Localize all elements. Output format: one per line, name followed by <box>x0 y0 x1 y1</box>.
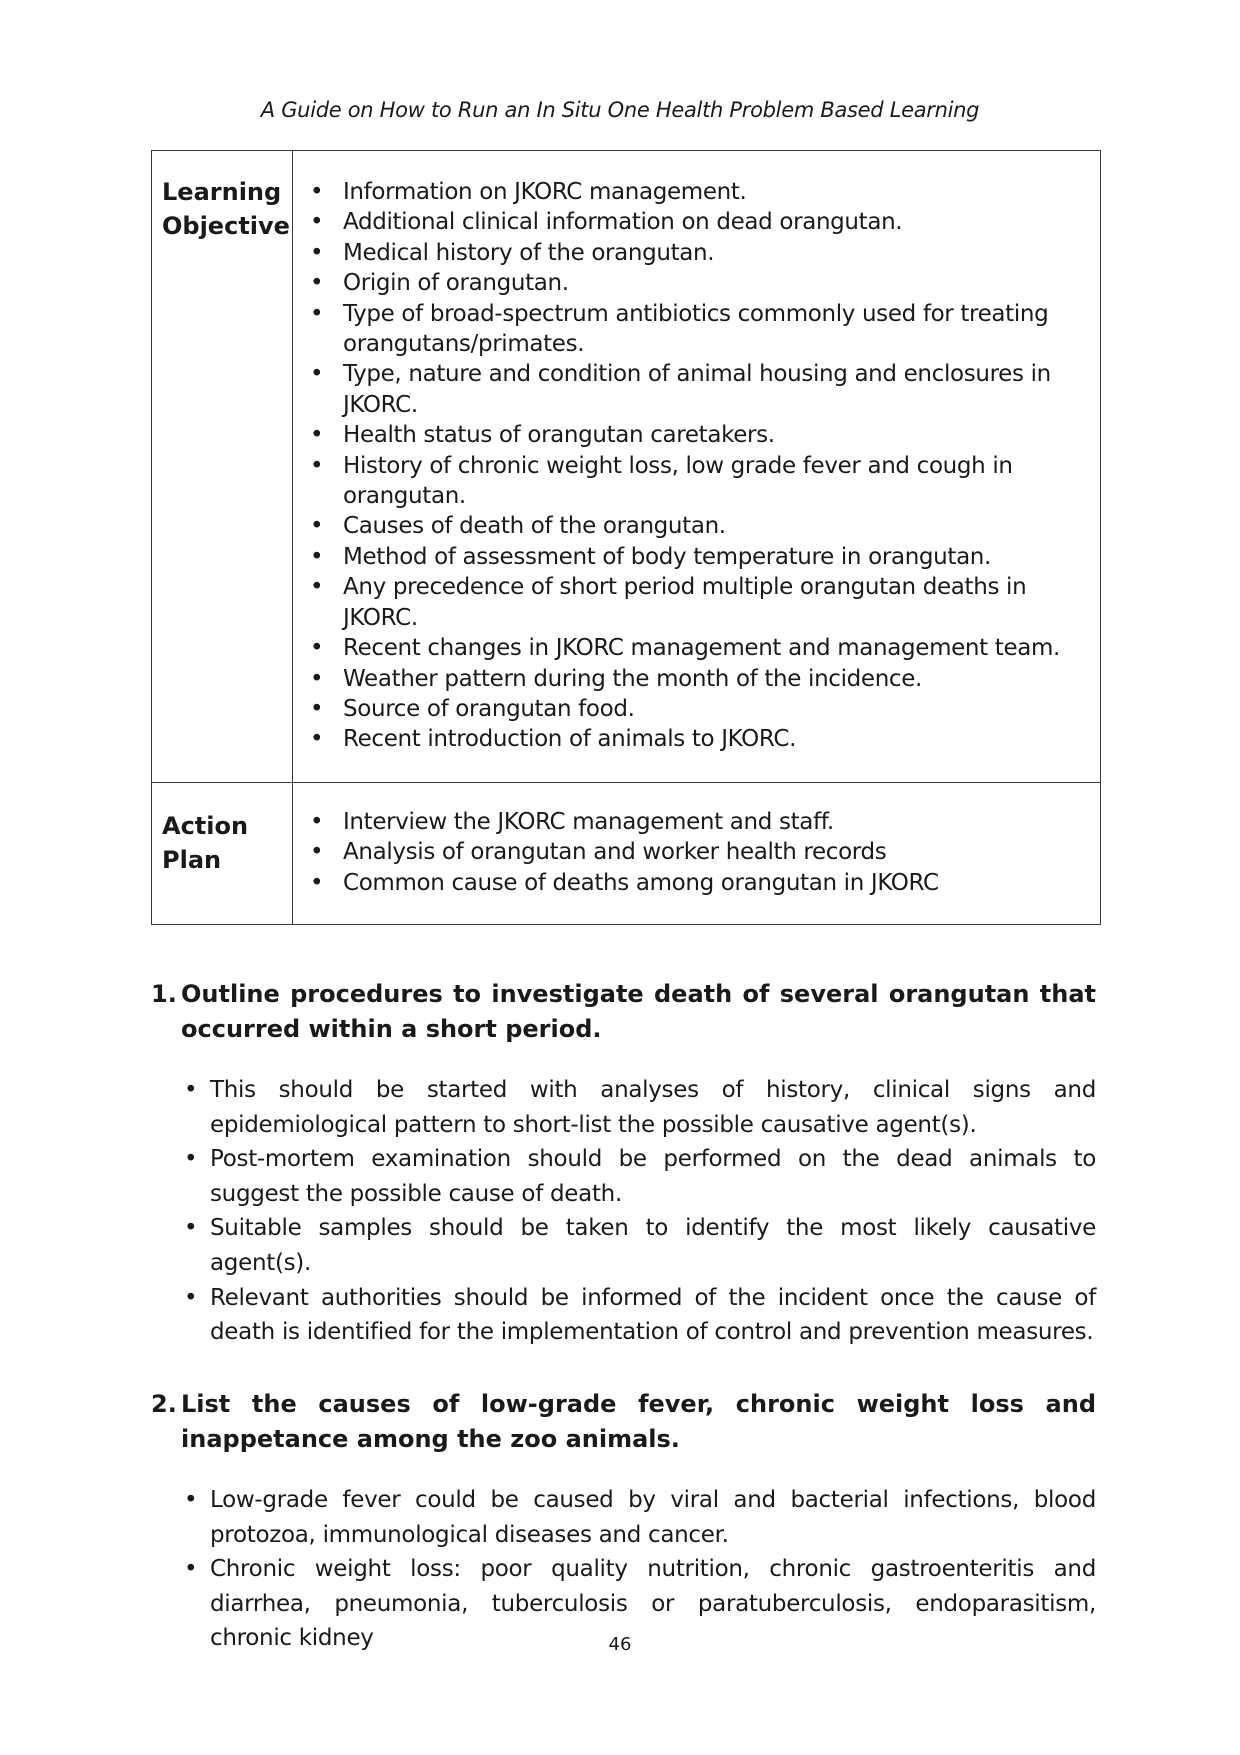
list-item: • History of chronic weight loss, low grade fever and cough in orangutan. <box>306 451 1070 512</box>
list-item: • Suitable samples should be taken to identify the most likely causative agent(s). <box>181 1211 1096 1280</box>
learning-objective-table <box>151 150 1101 925</box>
question-2-answers <box>181 1483 1096 1656</box>
list-item: • Source of orangutan food. <box>306 694 1070 724</box>
action-plan-list <box>306 807 1070 898</box>
learning-objective-label: Learning Objective <box>152 151 293 783</box>
question-1-heading <box>151 977 1096 1047</box>
learning-objective-list <box>306 177 1070 755</box>
action-plan-cell <box>293 783 1101 925</box>
list-item: • Relevant authorities should be informed of the incident once the cause of death is identified for the implementation of control and prevention measures. <box>181 1281 1096 1350</box>
page-number: 46 <box>608 1634 632 1655</box>
list-item: • Medical history of the orangutan. <box>306 238 1070 268</box>
action-plan-label: Action Plan <box>152 783 293 925</box>
list-item: • Common cause of deaths among orangutan in JKORC <box>306 868 1070 898</box>
learning-objective-cell <box>293 151 1101 783</box>
question-2-heading <box>151 1387 1096 1457</box>
list-item: • Any precedence of short period multiple orangutan deaths in JKORC. <box>306 572 1070 633</box>
question-text: Outline procedures to investigate death of several orangutan that occurred within a short period. <box>181 980 1096 1043</box>
list-item: • Analysis of orangutan and worker health records <box>306 837 1070 867</box>
list-item: • Recent introduction of animals to JKORC. <box>306 724 1070 754</box>
list-item: • Chronic weight loss: poor quality nutrition, chronic gastroenteritis and diarrhea, pneumonia, tuberculosis or paratuberculosis, endoparasitism, chronic kidney <box>181 1552 1096 1656</box>
list-item: • Information on JKORC management. <box>306 177 1070 207</box>
table-row-learning-objective <box>152 151 1101 783</box>
list-item: • Interview the JKORC management and staff. <box>306 807 1070 837</box>
list-item: • Additional clinical information on dead orangutan. <box>306 207 1070 237</box>
list-item: • Type, nature and condition of animal housing and enclosures in JKORC. <box>306 359 1070 420</box>
list-item: • This should be started with analyses of history, clinical signs and epidemiological pattern to short-list the possible causative agent(s). <box>181 1073 1096 1142</box>
question-number: 1. <box>151 980 177 1008</box>
list-item: • Post-mortem examination should be performed on the dead animals to suggest the possible cause of death. <box>181 1142 1096 1211</box>
list-item: • Method of assessment of body temperature in orangutan. <box>306 542 1070 572</box>
question-text: List the causes of low-grade fever, chronic weight loss and inappetance among the zoo animals. <box>181 1390 1096 1453</box>
list-item: • Causes of death of the orangutan. <box>306 511 1070 541</box>
list-item: • Origin of orangutan. <box>306 268 1070 298</box>
list-item: • Health status of orangutan caretakers. <box>306 420 1070 450</box>
running-header: A Guide on How to Run an In Situ One Health Problem Based Learning <box>260 98 980 122</box>
list-item: • Type of broad-spectrum antibiotics commonly used for treating orangutans/primates. <box>306 299 1070 360</box>
table-row-action-plan <box>152 783 1101 925</box>
question-number: 2. <box>151 1390 177 1418</box>
list-item: • Low-grade fever could be caused by viral and bacterial infections, blood protozoa, immunological diseases and cancer. <box>181 1483 1096 1552</box>
question-1-answers <box>181 1073 1096 1350</box>
list-item: • Weather pattern during the month of the incidence. <box>306 664 1070 694</box>
list-item: • Recent changes in JKORC management and management team. <box>306 633 1070 663</box>
